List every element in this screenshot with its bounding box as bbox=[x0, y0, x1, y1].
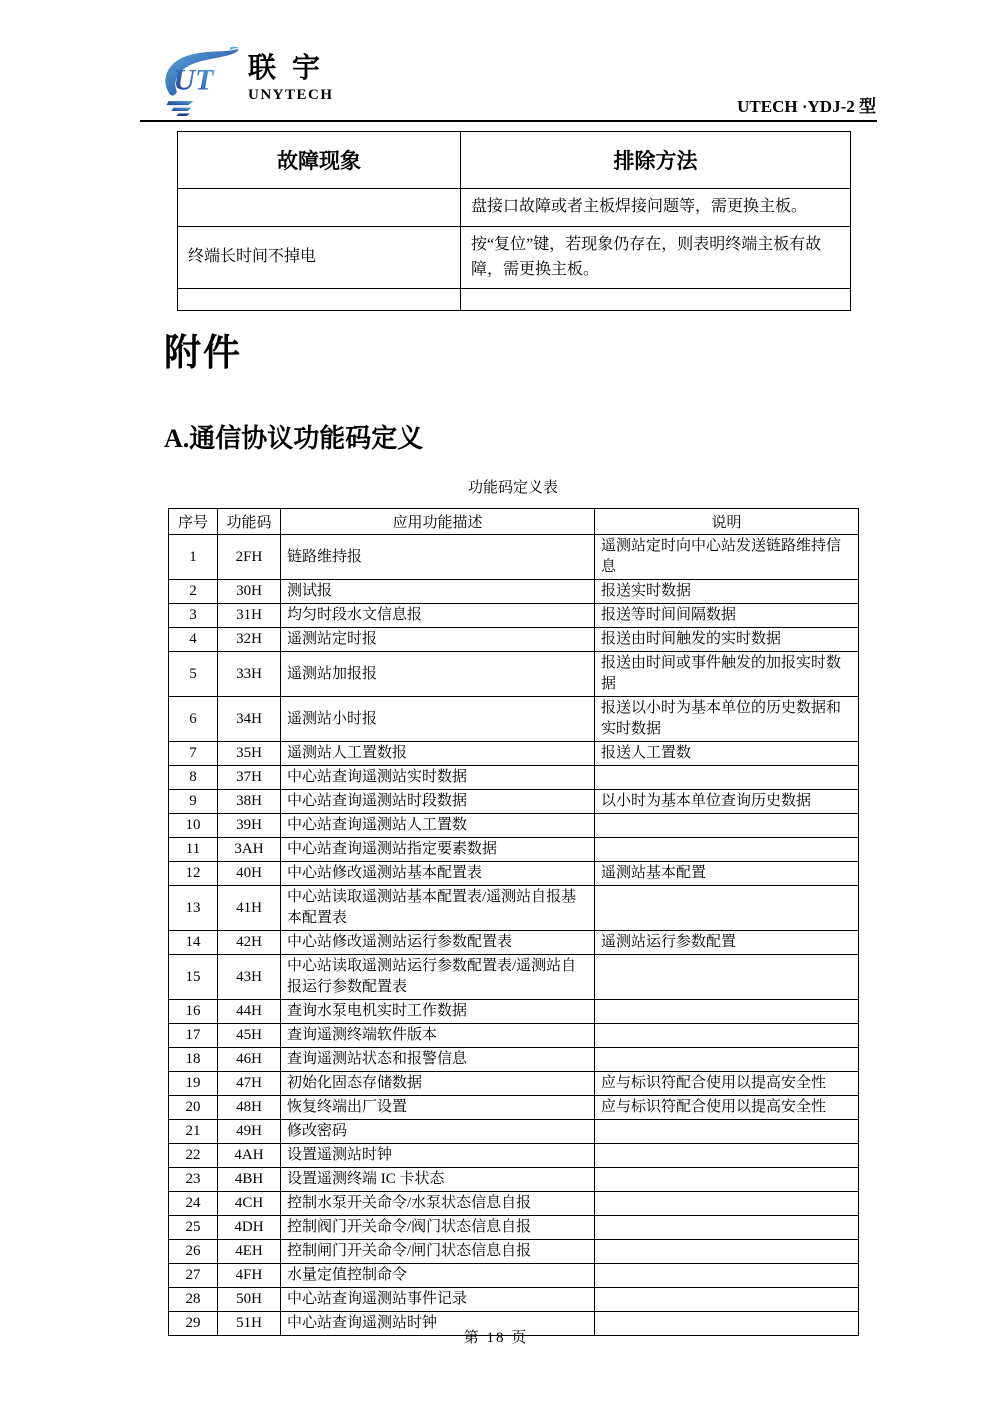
table-cell: 45H bbox=[218, 1024, 281, 1048]
table-cell: 中心站查询遥测站时段数据 bbox=[281, 790, 595, 814]
table-row bbox=[178, 226, 851, 289]
table-cell: 14 bbox=[169, 931, 218, 955]
table-cell: 遥测站定时向中心站发送链路维持信息 bbox=[595, 535, 859, 580]
table-cell: 2FH bbox=[218, 535, 281, 580]
table-row bbox=[169, 886, 859, 931]
attachment-heading: 附件 bbox=[164, 333, 242, 374]
table-cell bbox=[595, 838, 859, 862]
table-cell: 40H bbox=[218, 862, 281, 886]
header-model-text: UTECH ·YDJ-2 型 bbox=[737, 97, 876, 116]
table-cell: 中心站查询遥测站指定要素数据 bbox=[281, 838, 595, 862]
table-cell: 链路维持报 bbox=[281, 535, 595, 580]
table-cell: 应与标识符配合使用以提高安全性 bbox=[595, 1096, 859, 1120]
table-row bbox=[169, 814, 859, 838]
table-cell bbox=[178, 189, 461, 227]
table-cell: 24 bbox=[169, 1192, 218, 1216]
column-header: 故障现象 bbox=[178, 132, 461, 189]
table-cell: 32H bbox=[218, 628, 281, 652]
table-row bbox=[169, 1096, 859, 1120]
column-header: 应用功能描述 bbox=[281, 509, 595, 535]
table-cell: 9 bbox=[169, 790, 218, 814]
table-cell: 13 bbox=[169, 886, 218, 931]
table-cell: 终端长时间不掉电 bbox=[178, 226, 461, 289]
column-header: 序号 bbox=[169, 509, 218, 535]
table-row bbox=[169, 628, 859, 652]
table-row bbox=[169, 955, 859, 1000]
table-cell: 5 bbox=[169, 652, 218, 697]
table-cell bbox=[595, 1120, 859, 1144]
table-cell: 1 bbox=[169, 535, 218, 580]
table-cell: 44H bbox=[218, 1000, 281, 1024]
table-cell: 50H bbox=[218, 1288, 281, 1312]
table-cell: 4 bbox=[169, 628, 218, 652]
table-cell: 47H bbox=[218, 1072, 281, 1096]
table-cell: 37H bbox=[218, 766, 281, 790]
table-cell: 报送由时间触发的实时数据 bbox=[595, 628, 859, 652]
function-table-head bbox=[169, 509, 859, 535]
table-cell bbox=[595, 1240, 859, 1264]
table-row bbox=[169, 1168, 859, 1192]
logo-monogram: UT bbox=[173, 63, 214, 97]
table-cell: 10 bbox=[169, 814, 218, 838]
table-row bbox=[169, 1072, 859, 1096]
column-header: 功能码 bbox=[218, 509, 281, 535]
table-cell: 遥测站定时报 bbox=[281, 628, 595, 652]
table-cell: 15 bbox=[169, 955, 218, 1000]
table-cell: 中心站修改遥测站运行参数配置表 bbox=[281, 931, 595, 955]
table-cell: 4AH bbox=[218, 1144, 281, 1168]
table-cell: 4BH bbox=[218, 1168, 281, 1192]
table-cell: 31H bbox=[218, 604, 281, 628]
table-cell: 42H bbox=[218, 931, 281, 955]
table-cell bbox=[595, 1144, 859, 1168]
table-row bbox=[169, 1216, 859, 1240]
page-number: 第 18 页 bbox=[463, 1330, 529, 1346]
table-cell: 43H bbox=[218, 955, 281, 1000]
table-cell: 遥测站基本配置 bbox=[595, 862, 859, 886]
table-cell: 设置遥测终端 IC 卡状态 bbox=[281, 1168, 595, 1192]
table-cell bbox=[595, 1288, 859, 1312]
table-cell: 查询遥测终端软件版本 bbox=[281, 1024, 595, 1048]
table-row bbox=[169, 790, 859, 814]
table-row bbox=[178, 189, 851, 227]
table-cell: 中心站查询遥测站时钟 bbox=[281, 1312, 595, 1336]
table-cell: 4CH bbox=[218, 1192, 281, 1216]
table-cell: 23 bbox=[169, 1168, 218, 1192]
table-cell: 报送人工置数 bbox=[595, 742, 859, 766]
table-row bbox=[169, 931, 859, 955]
table-cell: 18 bbox=[169, 1048, 218, 1072]
table-cell: 35H bbox=[218, 742, 281, 766]
table-cell: 41H bbox=[218, 886, 281, 931]
table-cell: 29 bbox=[169, 1312, 218, 1336]
table-cell: 12 bbox=[169, 862, 218, 886]
table-cell: 中心站读取遥测站运行参数配置表/遥测站自报运行参数配置表 bbox=[281, 955, 595, 1000]
table-cell bbox=[595, 886, 859, 931]
table-cell: 盘接口故障或者主板焊接问题等，需更换主板。 bbox=[461, 189, 851, 227]
table-header-row bbox=[169, 509, 859, 535]
table-cell: 19 bbox=[169, 1072, 218, 1096]
table-cell bbox=[595, 814, 859, 838]
table-row bbox=[169, 697, 859, 742]
table-cell bbox=[595, 1264, 859, 1288]
table-cell: 中心站查询遥测站事件记录 bbox=[281, 1288, 595, 1312]
function-code-table bbox=[168, 508, 859, 1336]
table-cell: 4FH bbox=[218, 1264, 281, 1288]
table-cell: 中心站查询遥测站实时数据 bbox=[281, 766, 595, 790]
table-cell: 4EH bbox=[218, 1240, 281, 1264]
table-cell: 51H bbox=[218, 1312, 281, 1336]
table-cell: 遥测站运行参数配置 bbox=[595, 931, 859, 955]
table-cell: 8 bbox=[169, 766, 218, 790]
table-cell bbox=[595, 1192, 859, 1216]
table-row bbox=[169, 1144, 859, 1168]
table-cell: 测试报 bbox=[281, 580, 595, 604]
fault-table-body bbox=[178, 189, 851, 311]
table-cell: 49H bbox=[218, 1120, 281, 1144]
table-cell: 3AH bbox=[218, 838, 281, 862]
table-cell: 7 bbox=[169, 742, 218, 766]
table-cell: 报送等时间间隔数据 bbox=[595, 604, 859, 628]
table-row bbox=[169, 1192, 859, 1216]
table-cell: 33H bbox=[218, 652, 281, 697]
table-row bbox=[169, 1240, 859, 1264]
table-cell: 26 bbox=[169, 1240, 218, 1264]
table-cell bbox=[595, 1000, 859, 1024]
table-cell: 21 bbox=[169, 1120, 218, 1144]
table-cell: 均匀时段水文信息报 bbox=[281, 604, 595, 628]
table-cell: 16 bbox=[169, 1000, 218, 1024]
table-row bbox=[169, 1024, 859, 1048]
table-cell: 30H bbox=[218, 580, 281, 604]
function-table-body bbox=[169, 535, 859, 1336]
table-cell: 34H bbox=[218, 697, 281, 742]
table-cell: 以小时为基本单位查询历史数据 bbox=[595, 790, 859, 814]
table-row bbox=[169, 1000, 859, 1024]
logo-en-text: UNYTECH bbox=[248, 86, 334, 103]
section-heading: A.通信协议功能码定义 bbox=[164, 424, 424, 453]
table-row bbox=[169, 580, 859, 604]
table-cell: 48H bbox=[218, 1096, 281, 1120]
table-cell: 3 bbox=[169, 604, 218, 628]
table-cell: 4DH bbox=[218, 1216, 281, 1240]
table-cell: 39H bbox=[218, 814, 281, 838]
table-cell: 中心站修改遥测站基本配置表 bbox=[281, 862, 595, 886]
column-header: 排除方法 bbox=[461, 132, 851, 189]
table-row bbox=[169, 766, 859, 790]
table-row bbox=[178, 289, 851, 311]
table-cell: 中心站查询遥测站人工置数 bbox=[281, 814, 595, 838]
table-cell bbox=[461, 289, 851, 311]
table-row bbox=[169, 1288, 859, 1312]
table-row bbox=[169, 1264, 859, 1288]
fault-table bbox=[177, 131, 851, 311]
table-cell: 38H bbox=[218, 790, 281, 814]
table-cell: 中心站读取遥测站基本配置表/遥测站自报基本配置表 bbox=[281, 886, 595, 931]
table-cell: 水量定值控制命令 bbox=[281, 1264, 595, 1288]
table-cell: 11 bbox=[169, 838, 218, 862]
table-cell bbox=[595, 955, 859, 1000]
table-header-row bbox=[178, 132, 851, 189]
table-cell: 查询遥测站状态和报警信息 bbox=[281, 1048, 595, 1072]
table-cell: 遥测站人工置数报 bbox=[281, 742, 595, 766]
table-row bbox=[169, 742, 859, 766]
table-row bbox=[169, 604, 859, 628]
table-cell bbox=[595, 1168, 859, 1192]
table-cell: 报送由时间或事件触发的加报实时数据 bbox=[595, 652, 859, 697]
table-cell: 初始化固态存储数据 bbox=[281, 1072, 595, 1096]
table-cell: 遥测站小时报 bbox=[281, 697, 595, 742]
table-cell: 报送实时数据 bbox=[595, 580, 859, 604]
table-cell: 2 bbox=[169, 580, 218, 604]
table-row bbox=[169, 535, 859, 580]
table-cell: 修改密码 bbox=[281, 1120, 595, 1144]
table-cell: 6 bbox=[169, 697, 218, 742]
table-cell: 控制闸门开关命令/闸门状态信息自报 bbox=[281, 1240, 595, 1264]
header-rule bbox=[140, 120, 877, 122]
table-cell: 应与标识符配合使用以提高安全性 bbox=[595, 1072, 859, 1096]
table-cell: 22 bbox=[169, 1144, 218, 1168]
table-cell: 25 bbox=[169, 1216, 218, 1240]
fault-table-head bbox=[178, 132, 851, 189]
table-cell: 27 bbox=[169, 1264, 218, 1288]
table-cell: 20 bbox=[169, 1096, 218, 1120]
table-cell: 17 bbox=[169, 1024, 218, 1048]
table-cell: 28 bbox=[169, 1288, 218, 1312]
table-cell bbox=[595, 1216, 859, 1240]
table-cell: 遥测站加报报 bbox=[281, 652, 595, 697]
table-row bbox=[169, 838, 859, 862]
table-cell: 恢复终端出厂设置 bbox=[281, 1096, 595, 1120]
table-row bbox=[169, 652, 859, 697]
table-cell: 查询水泵电机实时工作数据 bbox=[281, 1000, 595, 1024]
table-cell: 46H bbox=[218, 1048, 281, 1072]
table-cell: 设置遥测站时钟 bbox=[281, 1144, 595, 1168]
table-cell: 按“复位”键，若现象仍存在，则表明终端主板有故障，需更换主板。 bbox=[461, 226, 851, 289]
logo-cn-text: 联宇 bbox=[248, 53, 337, 84]
table-row bbox=[169, 862, 859, 886]
table-caption: 功能码定义表 bbox=[467, 480, 558, 496]
table-row bbox=[169, 1120, 859, 1144]
table-cell bbox=[595, 766, 859, 790]
table-cell: 控制水泵开关命令/水泵状态信息自报 bbox=[281, 1192, 595, 1216]
table-cell bbox=[595, 1024, 859, 1048]
table-cell: 报送以小时为基本单位的历史数据和实时数据 bbox=[595, 697, 859, 742]
column-header: 说明 bbox=[595, 509, 859, 535]
table-row bbox=[169, 1048, 859, 1072]
table-cell: 控制阀门开关命令/阀门状态信息自报 bbox=[281, 1216, 595, 1240]
table-cell bbox=[595, 1048, 859, 1072]
table-cell bbox=[178, 289, 461, 311]
